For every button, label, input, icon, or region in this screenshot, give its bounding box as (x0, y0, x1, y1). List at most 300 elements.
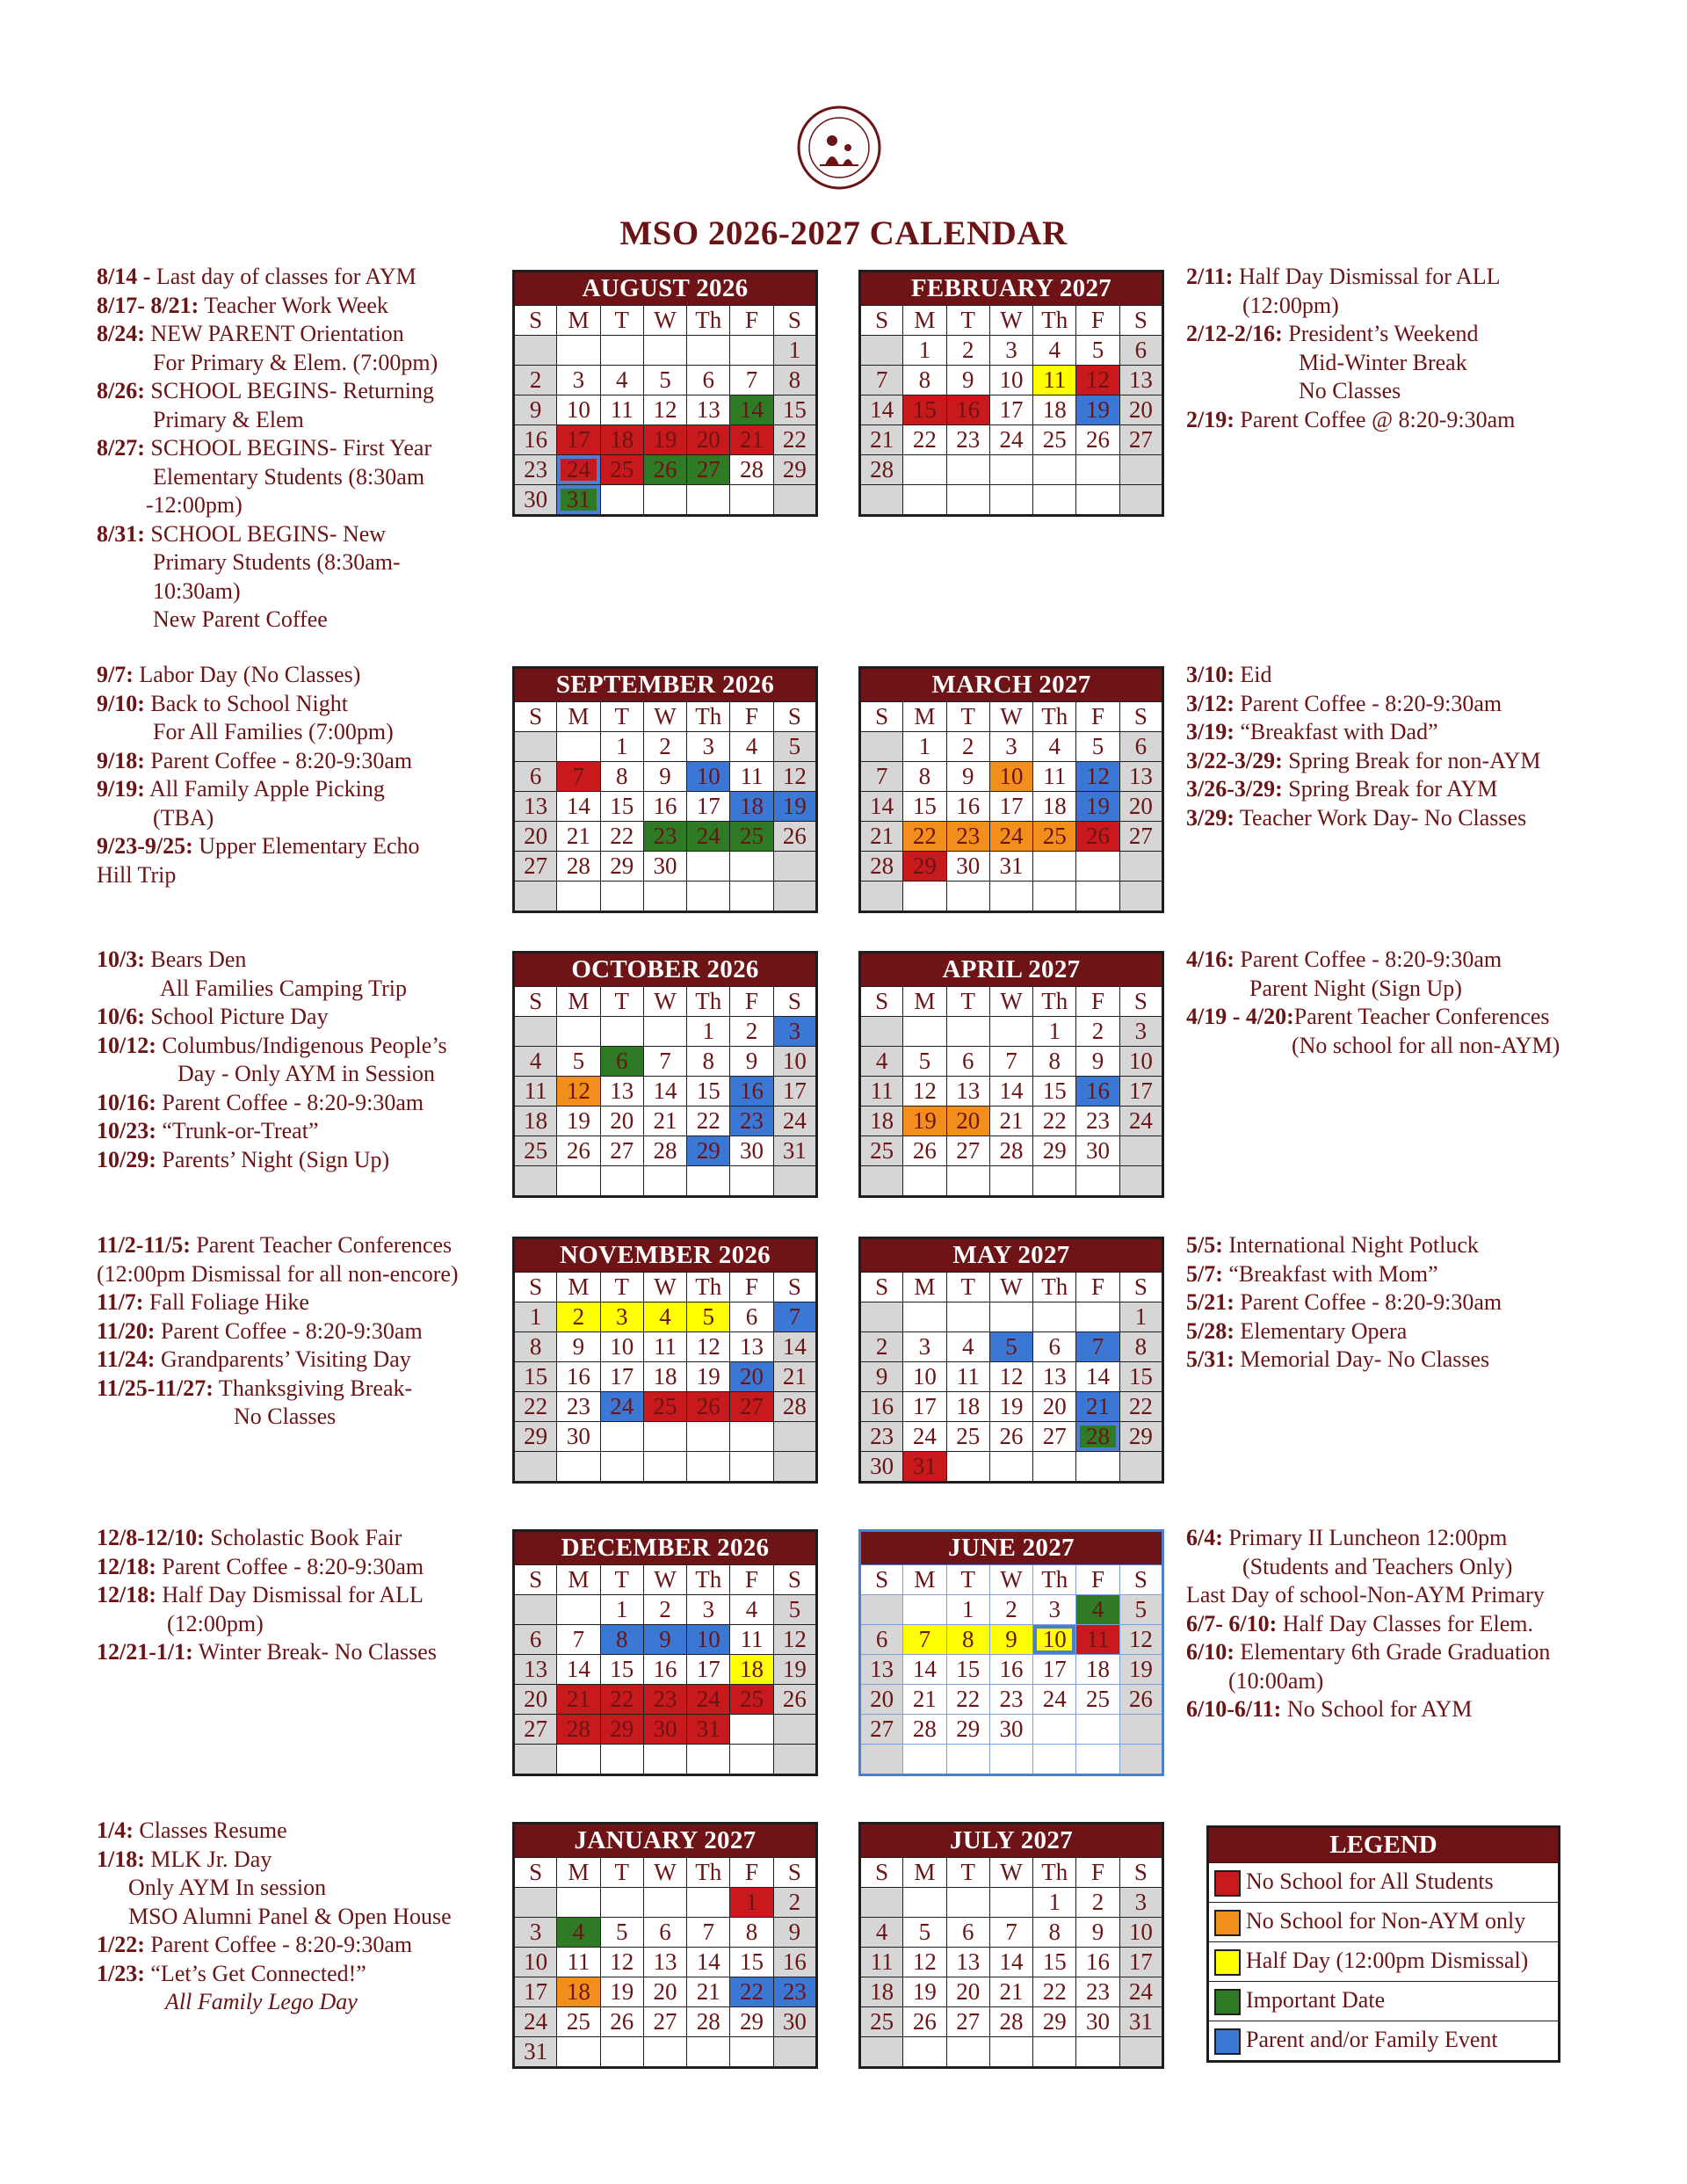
empty-day-cell (1076, 1166, 1119, 1197)
day-cell: 28 (860, 852, 903, 882)
day-cell: 31 (989, 852, 1032, 882)
weekday-header: S (860, 1273, 903, 1302)
day-cell: 9 (557, 1332, 600, 1362)
day-cell: 16 (946, 792, 989, 822)
event-text: Elementary 6th Grade Graduation (1234, 1639, 1551, 1665)
orange-swatch-icon (1214, 1910, 1241, 1936)
event-text: NEW PARENT Orientation (144, 321, 404, 346)
day-cell: 29 (946, 1715, 989, 1745)
day-cell: 23 (514, 455, 557, 485)
events-may (1186, 1231, 1502, 1375)
day-cell: 28 (557, 852, 600, 882)
legend (1206, 1825, 1560, 2063)
day-cell: 20 (1119, 395, 1162, 425)
day-cell: 20 (687, 425, 730, 455)
event-text: Teacher Work Day- No Classes (1234, 804, 1527, 831)
weekday-header: Th (687, 987, 730, 1017)
day-cell: 6 (1119, 732, 1162, 762)
event-text: Eid (1234, 662, 1272, 687)
day-cell: 25 (514, 1136, 557, 1166)
empty-day-cell (730, 882, 773, 912)
day-cell: 17 (600, 1362, 643, 1392)
day-cell: 12 (643, 395, 686, 425)
day-cell: 27 (860, 1715, 903, 1745)
event-line (97, 263, 438, 292)
events-august (97, 263, 438, 635)
month-title: JANUARY 2027 (514, 1824, 817, 1858)
event-line (97, 832, 420, 861)
day-cell: 17 (1119, 1948, 1162, 1977)
day-cell: 23 (773, 1977, 816, 2007)
event-date: 10/6: (97, 1004, 145, 1029)
day-cell: 4 (860, 1918, 903, 1948)
day-cell: 26 (1119, 1685, 1162, 1715)
day-cell: 23 (860, 1422, 903, 1452)
event-date: 12/18: (97, 1582, 156, 1607)
day-cell: 16 (643, 792, 686, 822)
empty-day-cell (557, 1745, 600, 1775)
event-date: 1/18: (97, 1846, 145, 1872)
event-line (97, 1638, 437, 1667)
day-cell: 29 (514, 1422, 557, 1452)
day-cell: 8 (1033, 1918, 1076, 1948)
events-november (97, 1231, 459, 1432)
event-line (97, 861, 420, 890)
event-text: Back to School Night (144, 690, 348, 716)
day-cell: 6 (687, 366, 730, 395)
empty-day-cell (1033, 1166, 1076, 1197)
day-cell: 10 (557, 395, 600, 425)
weekday-header: T (946, 306, 989, 336)
day-cell: 1 (1033, 1888, 1076, 1918)
day-cell: 17 (773, 1077, 816, 1107)
event-line (1186, 1581, 1550, 1610)
event-text: -12:00pm) (146, 492, 243, 518)
day-cell: 7 (773, 1302, 816, 1332)
day-cell: 22 (946, 1685, 989, 1715)
day-cell: 12 (773, 762, 816, 792)
empty-day-cell (860, 1595, 903, 1625)
day-cell: 19 (989, 1392, 1032, 1422)
weekday-header: F (730, 306, 773, 336)
event-text: Classes Resume (133, 1818, 287, 1843)
event-date: 1/22: (97, 1932, 145, 1957)
month-calendar-april (858, 951, 1164, 1198)
day-cell: 24 (1033, 1685, 1076, 1715)
event-date: 3/22-3/29: (1186, 747, 1283, 773)
weekday-header: M (557, 1565, 600, 1595)
day-cell: 6 (600, 1047, 643, 1077)
day-cell: 5 (989, 1332, 1032, 1362)
empty-day-cell (773, 1452, 816, 1483)
events-february (1186, 263, 1515, 434)
day-cell: 15 (946, 1655, 989, 1685)
empty-day-cell (643, 1422, 686, 1452)
day-cell: 3 (557, 366, 600, 395)
empty-day-cell (600, 1745, 643, 1775)
empty-day-cell (687, 1745, 730, 1775)
event-line (97, 1060, 447, 1089)
empty-day-cell (730, 1452, 773, 1483)
weekday-header: Th (1033, 1565, 1076, 1595)
empty-day-cell (860, 485, 903, 516)
empty-day-cell (557, 1888, 600, 1918)
day-cell: 9 (730, 1047, 773, 1077)
event-line (97, 577, 438, 606)
weekday-header: T (946, 702, 989, 732)
event-line (1186, 804, 1540, 833)
event-line (1186, 946, 1560, 975)
weekday-header: S (773, 1273, 816, 1302)
empty-day-cell (903, 1888, 946, 1918)
day-cell: 25 (946, 1422, 989, 1452)
event-date: 11/7: (97, 1289, 144, 1315)
empty-day-cell (773, 1166, 816, 1197)
empty-day-cell (730, 336, 773, 366)
event-line (1186, 690, 1540, 719)
day-cell: 28 (557, 1715, 600, 1745)
day-cell: 10 (600, 1332, 643, 1362)
event-text: SCHOOL BEGINS- First Year (144, 435, 432, 461)
event-line (1186, 292, 1515, 321)
empty-day-cell (643, 1017, 686, 1047)
empty-day-cell (1033, 485, 1076, 516)
event-text: Columbus/Indigenous People’s (156, 1032, 447, 1058)
day-cell: 14 (687, 1948, 730, 1977)
day-cell: 24 (1119, 1977, 1162, 2007)
empty-day-cell (773, 1422, 816, 1452)
event-date: 8/26: (97, 378, 145, 403)
day-cell: 19 (1076, 395, 1119, 425)
day-cell: 22 (514, 1392, 557, 1422)
weekday-header: S (514, 987, 557, 1017)
day-cell: 15 (600, 792, 643, 822)
day-cell: 30 (860, 1452, 903, 1483)
event-line (1186, 661, 1540, 690)
day-cell: 2 (946, 336, 989, 366)
event-text: Thanksgiving Break- (213, 1375, 413, 1401)
event-text: For All Families (7:00pm) (153, 719, 394, 744)
day-cell: 29 (773, 455, 816, 485)
event-line (97, 747, 420, 776)
day-cell: 31 (687, 1715, 730, 1745)
day-cell: 31 (557, 485, 600, 516)
day-cell: 7 (903, 1625, 946, 1655)
day-cell: 19 (643, 425, 686, 455)
event-text: Half Day Dismissal for ALL (1233, 264, 1501, 289)
day-cell: 25 (1033, 425, 1076, 455)
event-date: 9/10: (97, 690, 145, 716)
day-cell: 1 (600, 1595, 643, 1625)
event-text: No Classes (1299, 378, 1401, 403)
day-cell: 18 (860, 1977, 903, 2007)
day-cell: 18 (1033, 395, 1076, 425)
event-line (97, 491, 438, 520)
day-cell: 17 (1033, 1655, 1076, 1685)
event-line (1186, 1667, 1550, 1696)
weekday-header: S (514, 1858, 557, 1888)
day-cell: 18 (1033, 792, 1076, 822)
event-text: Primary Students (8:30am- (153, 549, 401, 575)
weekday-header: M (557, 1273, 600, 1302)
day-cell: 14 (989, 1077, 1032, 1107)
day-cell: 4 (1033, 732, 1076, 762)
event-line (97, 946, 447, 975)
page-title: MSO 2026-2027 CALENDAR (619, 214, 1068, 252)
month-calendar-january (512, 1822, 818, 2069)
empty-day-cell (600, 1017, 643, 1047)
event-date: 3/29: (1186, 804, 1234, 831)
event-date: 6/4: (1186, 1525, 1223, 1550)
day-cell: 16 (1076, 1948, 1119, 1977)
event-date: 5/31: (1186, 1346, 1234, 1372)
empty-day-cell (1119, 852, 1162, 882)
day-cell: 5 (687, 1302, 730, 1332)
event-line (1186, 775, 1540, 804)
day-cell: 9 (643, 1625, 686, 1655)
event-line (97, 975, 447, 1004)
day-cell: 11 (730, 762, 773, 792)
weekday-header: S (773, 1565, 816, 1595)
event-line (97, 1817, 452, 1846)
day-cell: 15 (773, 395, 816, 425)
legend-item (1208, 1942, 1560, 1982)
empty-day-cell (1119, 882, 1162, 912)
day-cell: 14 (860, 395, 903, 425)
day-cell: 21 (687, 1977, 730, 2007)
event-text: President’s Weekend (1282, 321, 1479, 346)
month-title: DECEMBER 2026 (514, 1531, 817, 1565)
empty-day-cell (643, 1888, 686, 1918)
day-cell: 1 (687, 1017, 730, 1047)
event-line (97, 406, 438, 435)
event-text: Parent Coffee - 8:20-9:30am (156, 1089, 424, 1115)
empty-day-cell (1076, 455, 1119, 485)
day-cell: 19 (773, 792, 816, 822)
day-cell: 27 (514, 852, 557, 882)
event-text: (12:00pm) (1242, 292, 1339, 318)
empty-day-cell (860, 1302, 903, 1332)
day-cell: 14 (1076, 1362, 1119, 1392)
day-cell: 22 (600, 1685, 643, 1715)
event-line (1186, 1695, 1550, 1724)
day-cell: 7 (557, 762, 600, 792)
weekday-header: S (514, 306, 557, 336)
day-cell: 31 (514, 2037, 557, 2068)
day-cell: 14 (860, 792, 903, 822)
event-text: All Family Apple Picking (144, 776, 385, 802)
weekday-header: F (730, 702, 773, 732)
event-date: 6/10: (1186, 1639, 1234, 1665)
month-title: APRIL 2027 (860, 953, 1163, 987)
event-text: New Parent Coffee (153, 606, 328, 632)
weekday-header: S (514, 1273, 557, 1302)
day-cell: 8 (946, 1625, 989, 1655)
weekday-header: S (860, 702, 903, 732)
day-cell: 12 (773, 1625, 816, 1655)
day-cell: 8 (514, 1332, 557, 1362)
event-line (1186, 320, 1515, 349)
empty-day-cell (557, 1452, 600, 1483)
empty-day-cell (730, 1166, 773, 1197)
day-cell: 11 (557, 1948, 600, 1977)
weekday-header: S (860, 1858, 903, 1888)
event-line (1186, 377, 1515, 406)
day-cell: 18 (946, 1392, 989, 1422)
event-line (97, 434, 438, 463)
event-line (97, 320, 438, 349)
weekday-header: S (1119, 1565, 1162, 1595)
empty-day-cell (989, 882, 1032, 912)
day-cell: 3 (989, 732, 1032, 762)
day-cell: 17 (514, 1977, 557, 2007)
day-cell: 5 (643, 366, 686, 395)
weekday-header: S (514, 702, 557, 732)
event-text: MSO Alumni Panel & Open House (128, 1903, 452, 1929)
day-cell: 20 (600, 1107, 643, 1136)
day-cell: 28 (860, 455, 903, 485)
event-line (1186, 975, 1560, 1004)
event-date: 5/28: (1186, 1317, 1234, 1344)
weekday-header: M (903, 1858, 946, 1888)
event-text: Day - Only AYM in Session (177, 1061, 436, 1086)
day-cell: 1 (1033, 1017, 1076, 1047)
month-title: JULY 2027 (860, 1824, 1163, 1858)
weekday-header: S (1119, 1858, 1162, 1888)
legend-title: LEGEND (1208, 1827, 1560, 1863)
day-cell: 25 (643, 1392, 686, 1422)
empty-day-cell (514, 1888, 557, 1918)
event-line (97, 1260, 459, 1289)
event-text: Parent Coffee - 8:20-9:30am (155, 1317, 423, 1344)
event-date: 10/29: (97, 1146, 156, 1172)
empty-day-cell (1033, 882, 1076, 912)
empty-day-cell (1033, 1302, 1076, 1332)
day-cell: 26 (903, 2007, 946, 2037)
day-cell: 15 (687, 1077, 730, 1107)
day-cell: 14 (557, 1655, 600, 1685)
events-october (97, 946, 447, 1174)
empty-day-cell (557, 732, 600, 762)
month-title: FEBRUARY 2027 (860, 272, 1163, 306)
empty-day-cell (1033, 852, 1076, 882)
month-title: AUGUST 2026 (514, 272, 817, 306)
event-line (97, 1553, 437, 1582)
day-cell: 11 (1033, 366, 1076, 395)
day-cell: 4 (730, 732, 773, 762)
month-title: NOVEMBER 2026 (514, 1238, 817, 1273)
event-text: Hill Trip (97, 861, 177, 888)
day-cell: 8 (903, 762, 946, 792)
day-cell: 27 (687, 455, 730, 485)
empty-day-cell (946, 882, 989, 912)
event-line (97, 1581, 437, 1610)
empty-day-cell (514, 882, 557, 912)
day-cell: 4 (600, 366, 643, 395)
legend-label: Parent and/or Family Event (1246, 2026, 1498, 2052)
empty-day-cell (903, 1166, 946, 1197)
event-line (1186, 1231, 1502, 1260)
event-line (1186, 1346, 1502, 1375)
red-swatch-icon (1214, 1870, 1241, 1897)
event-text: All Families Camping Trip (160, 975, 407, 1001)
empty-day-cell (1076, 1302, 1119, 1332)
day-cell: 6 (1119, 336, 1162, 366)
day-cell: 12 (903, 1077, 946, 1107)
day-cell: 25 (860, 2007, 903, 2037)
events-june (1186, 1524, 1550, 1724)
empty-day-cell (860, 882, 903, 912)
event-line (97, 804, 420, 833)
empty-day-cell (1119, 1136, 1162, 1166)
day-cell: 12 (600, 1948, 643, 1977)
day-cell: 17 (989, 792, 1032, 822)
day-cell: 22 (730, 1977, 773, 2007)
empty-day-cell (860, 732, 903, 762)
day-cell: 2 (643, 1595, 686, 1625)
day-cell: 18 (600, 425, 643, 455)
yellow-swatch-icon (1214, 1949, 1241, 1976)
event-line (97, 1610, 437, 1639)
empty-day-cell (773, 882, 816, 912)
day-cell: 30 (773, 2007, 816, 2037)
day-cell: 17 (687, 1655, 730, 1685)
day-cell: 13 (946, 1077, 989, 1107)
event-text: Only AYM In session (128, 1875, 327, 1900)
weekday-header: Th (687, 1858, 730, 1888)
event-line (1186, 1638, 1550, 1667)
day-cell: 21 (903, 1685, 946, 1715)
event-line (1186, 1524, 1550, 1553)
day-cell: 26 (773, 822, 816, 852)
day-cell: 31 (1119, 2007, 1162, 2037)
day-cell: 13 (1119, 762, 1162, 792)
day-cell: 10 (989, 366, 1032, 395)
event-line (97, 1874, 452, 1903)
day-cell: 2 (860, 1332, 903, 1362)
day-cell: 13 (643, 1948, 686, 1977)
event-text: Spring Break for AYM (1282, 776, 1498, 802)
empty-day-cell (514, 336, 557, 366)
event-text: Bears Den (144, 947, 247, 972)
event-text: Last day of classes for AYM (150, 264, 416, 289)
day-cell: 13 (1119, 366, 1162, 395)
day-cell: 6 (946, 1918, 989, 1948)
empty-day-cell (514, 1595, 557, 1625)
day-cell: 9 (514, 395, 557, 425)
event-text: (12:00pm Dismissal for all non-encore) (97, 1260, 459, 1287)
weekday-header: M (557, 1858, 600, 1888)
day-cell: 19 (557, 1107, 600, 1136)
day-cell: 22 (687, 1107, 730, 1136)
day-cell: 21 (1076, 1392, 1119, 1422)
day-cell: 1 (1119, 1302, 1162, 1332)
empty-day-cell (600, 336, 643, 366)
empty-day-cell (600, 1422, 643, 1452)
day-cell: 30 (643, 852, 686, 882)
day-cell: 3 (773, 1017, 816, 1047)
empty-day-cell (600, 1452, 643, 1483)
day-cell: 6 (860, 1625, 903, 1655)
event-line (97, 1089, 447, 1118)
event-date: 2/19: (1186, 406, 1234, 432)
day-cell: 22 (1033, 1107, 1076, 1136)
weekday-header: T (946, 1858, 989, 1888)
day-cell: 26 (600, 2007, 643, 2037)
event-line (97, 1003, 447, 1032)
day-cell: 2 (514, 366, 557, 395)
weekday-header: T (946, 1565, 989, 1595)
